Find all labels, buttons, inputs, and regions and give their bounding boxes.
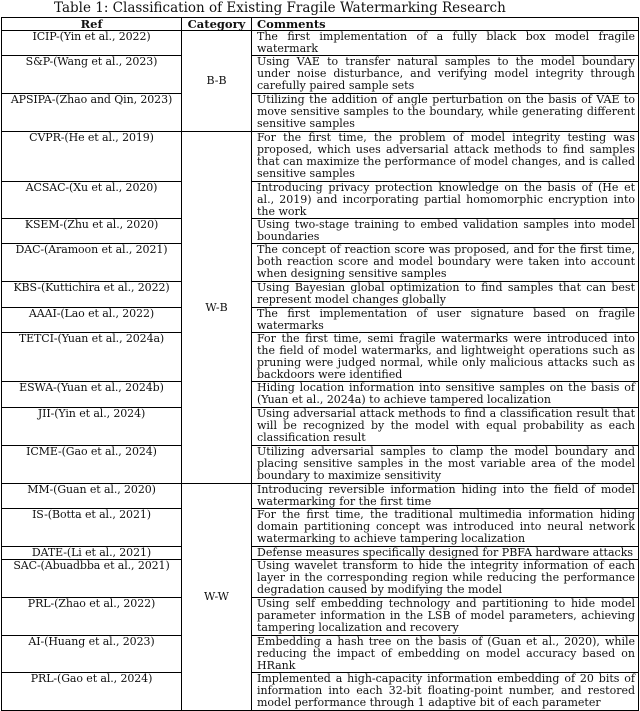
comment-cell: The first implementation of a fully black box model fragile watermark <box>252 31 639 56</box>
header-row <box>2 18 639 31</box>
comment-cell: Utilizing adversarial samples to clamp the model boundary and placing sensitive samples in the most variable area of the model boundary to maximize sensitivity <box>252 446 639 484</box>
table-row <box>2 382 639 408</box>
ref-cell: AAAI-(Lao et al., 2022) <box>2 308 182 333</box>
table-row <box>2 56 639 94</box>
table-row <box>2 94 639 132</box>
comment-cell: Utilizing the addition of angle perturbation on the basis of VAE to move sensitive samples to the boundary, while generating different sensitive samples <box>252 94 639 132</box>
ref-cell: IS-(Botta et al., 2021) <box>2 509 182 547</box>
comment-cell: Using two-stage training to embed validation samples into model boundaries <box>252 219 639 244</box>
table-row <box>2 598 639 636</box>
ref-cell: ICME-(Gao et al., 2024) <box>2 446 182 484</box>
comment-cell: Using VAE to transfer natural samples to the model boundary under noise disturbance, and verifying model integrity through carefully paired sample sets <box>252 56 639 94</box>
table-row <box>2 547 639 560</box>
ref-cell: S&P-(Wang et al., 2023) <box>2 56 182 94</box>
table-row <box>2 244 639 282</box>
comment-cell: For the first time, the traditional multimedia information hiding domain partitioning concept was introduced into neural network watermarking to achieve tampering localization <box>252 509 639 547</box>
ref-cell: PRL-(Zhao et al., 2022) <box>2 598 182 636</box>
comment-cell: Introducing reversible information hiding into the field of model watermarking for the first time <box>252 484 639 509</box>
comment-cell: Introducing privacy protection knowledge on the basis of (He et al., 2019) and incorporating partial homomorphic encryption into the work <box>252 182 639 219</box>
comment-cell: For the first time, the problem of model integrity testing was proposed, which uses adversarial attack methods to find samples that can maximize the performance of model changes, and is called sensitive samples <box>252 132 639 182</box>
fragile-watermarking-table <box>1 17 639 711</box>
table-body <box>2 31 639 711</box>
category-cell: B-B <box>182 31 252 132</box>
ref-cell: ESWA-(Yuan et al., 2024b) <box>2 382 182 408</box>
comment-cell: Implemented a high-capacity information embedding of 20 bits of information into each 32-bit floating-point number, and restored model performance through 1 adaptive bit of each parameter <box>252 673 639 711</box>
comments-column-header: Comments <box>252 18 639 31</box>
ref-cell: MM-(Guan et al., 2020) <box>2 484 182 509</box>
ref-cell: AI-(Huang et al., 2023) <box>2 636 182 673</box>
table-row <box>2 446 639 484</box>
table-row <box>2 182 639 219</box>
table-row <box>2 31 639 56</box>
table-row <box>2 408 639 446</box>
ref-cell: ACSAC-(Xu et al., 2020) <box>2 182 182 219</box>
ref-cell: DAC-(Aramoon et al., 2021) <box>2 244 182 282</box>
table-row <box>2 282 639 308</box>
ref-cell: ICIP-(Yin et al., 2022) <box>2 31 182 56</box>
ref-cell: KBS-(Kuttichira et al., 2022) <box>2 282 182 308</box>
ref-column-header: Ref <box>2 18 182 31</box>
table-row <box>2 509 639 547</box>
table-row <box>2 673 639 711</box>
comment-cell: Hiding location information into sensitive samples on the basis of (Yuan et al., 2024a) to achieve tampered localization <box>252 382 639 408</box>
table-row <box>2 484 639 509</box>
category-cell: W-B <box>182 132 252 484</box>
comment-cell: Using self embedding technology and partitioning to hide model parameter information in the LSB of model parameters, achieving tampering localization and recovery <box>252 598 639 636</box>
ref-cell: APSIPA-(Zhao and Qin, 2023) <box>2 94 182 132</box>
comment-cell: Using adversarial attack methods to find a classification result that will be recognized by the model with equal probability as each classification result <box>252 408 639 446</box>
table-caption: Table 1: Classification of Existing Fragile Watermarking Research <box>54 0 506 16</box>
comment-cell: Using Bayesian global optimization to find samples that can best represent model changes globally <box>252 282 639 308</box>
comment-cell: Using wavelet transform to hide the integrity information of each layer in the corresponding region while reducing the performance degradation caused by modifying the model <box>252 560 639 598</box>
ref-cell: KSEM-(Zhu et al., 2020) <box>2 219 182 244</box>
ref-cell: PRL-(Gao et al., 2024) <box>2 673 182 711</box>
table-row <box>2 132 639 182</box>
table-row <box>2 308 639 333</box>
ref-cell: TETCI-(Yuan et al., 2024a) <box>2 333 182 382</box>
comment-cell: The concept of reaction score was proposed, and for the first time, both reaction score and model boundary were taken into account when designing sensitive samples <box>252 244 639 282</box>
table-row <box>2 333 639 382</box>
comment-cell: For the first time, semi fragile watermarks were introduced into the field of model watermarks, and lightweight operations such as pruning were judged normal, while only malicious attacks such as backdoors were identified <box>252 333 639 382</box>
table-row <box>2 560 639 598</box>
ref-cell: DATE-(Li et al., 2021) <box>2 547 182 560</box>
ref-cell: CVPR-(He et al., 2019) <box>2 132 182 182</box>
ref-cell: JII-(Yin et al., 2024) <box>2 408 182 446</box>
table-row <box>2 219 639 244</box>
table-row <box>2 636 639 673</box>
ref-cell: SAC-(Abuadbba et al., 2021) <box>2 560 182 598</box>
category-column-header: Category <box>182 18 252 31</box>
comment-cell: Embedding a hash tree on the basis of (Guan et al., 2020), while reducing the impact of embedding on model accuracy based on HRank <box>252 636 639 673</box>
comment-cell: The first implementation of user signature based on fragile watermarks <box>252 308 639 333</box>
comment-cell: Defense measures specifically designed for PBFA hardware attacks <box>252 547 639 560</box>
category-cell: W-W <box>182 484 252 711</box>
